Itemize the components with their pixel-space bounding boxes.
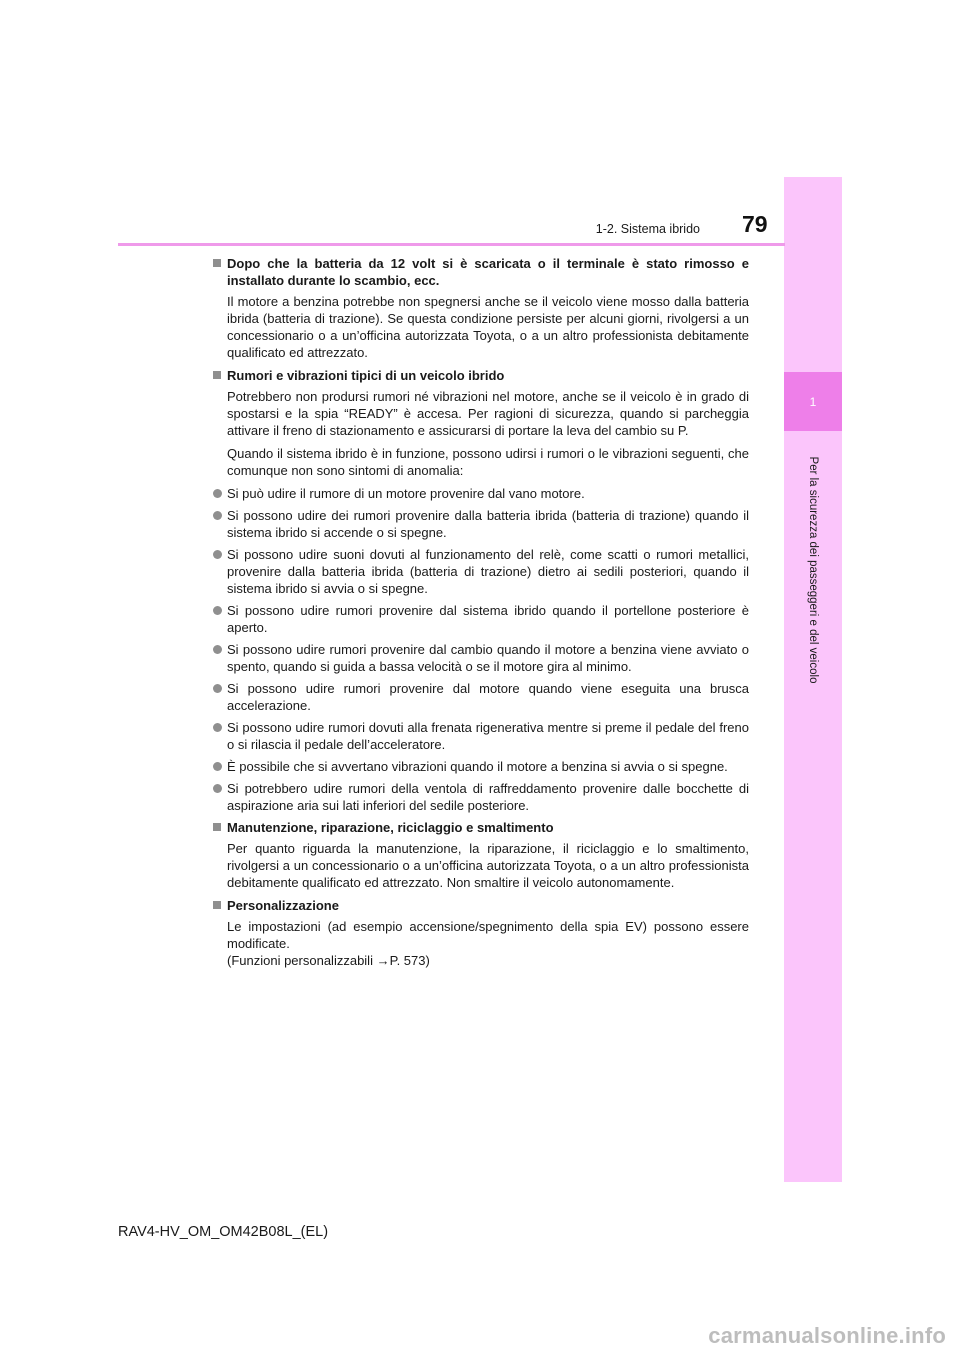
section-title: 1-2. Sistema ibrido: [595, 222, 700, 236]
list-item: [212, 507, 749, 541]
paragraph: Quando il sistema ibrido è in funzione, possono udirsi i rumori o le vibrazioni seguenti, che comunque non sono sintomi di anomalia:: [227, 446, 749, 478]
page-number: 79: [742, 211, 768, 237]
section-heading-text: Rumori e vibrazioni tipici di un veicolo ibrido: [227, 368, 505, 383]
section-heading-text: Personalizzazione: [227, 898, 339, 913]
circle-bullet-icon: [213, 762, 222, 771]
list-item: [212, 602, 749, 636]
list-item-text: Si potrebbero udire rumori della ventola di raffreddamento provenire dalle bocchette di aspirazione aria sui lati inferiori del sedile posteriore.: [227, 781, 749, 813]
list-item: [212, 546, 749, 597]
paragraph: Il motore a benzina potrebbe non spegnersi anche se il veicolo viene mosso dalla batteria ibrida (batteria di trazione). Se questa condizione persiste per alcuni giorni, rivolgersi a un concessionario o a un’officina autorizzata Toyota, o a un altro professionista debitamente qualificato ed attrezzato.: [227, 294, 749, 360]
page-reference: (Funzioni personalizzabili →P. 573): [227, 953, 430, 968]
circle-bullet-icon: [213, 645, 222, 654]
watermark: carmanualsonline.info: [708, 1323, 946, 1348]
page-content: [212, 255, 749, 975]
circle-bullet-icon: [213, 684, 222, 693]
list-item: [212, 485, 749, 502]
circle-bullet-icon: [213, 723, 222, 732]
paragraph: Potrebbero non prodursi rumori né vibrazioni nel motore, anche se il veicolo è in grado di spostarsi e la spia “READY” è accesa. Per ragioni di sicurezza, quando si parcheggia attivare il freno di stazionamento e assicurarsi di portare la leva del cambio su P.: [227, 389, 749, 438]
list-item-text: Si possono udire rumori dovuti alla frenata rigenerativa mentre si preme il pedale del freno o si rilascia il pedale dell’acceleratore.: [227, 720, 749, 752]
list-item: [212, 780, 749, 814]
list-item-text: Si può udire il rumore di un motore provenire dal vano motore.: [227, 486, 585, 501]
circle-bullet-icon: [213, 489, 222, 498]
circle-bullet-icon: [213, 511, 222, 520]
section-heading: [212, 367, 749, 384]
square-bullet-icon: [213, 371, 221, 379]
section-heading-text: Manutenzione, riparazione, riciclaggio e smaltimento: [227, 820, 554, 835]
list-item-text: È possibile che si avvertano vibrazioni quando il motore a benzina si avvia o si spegne.: [227, 759, 728, 774]
manual-code: RAV4-HV_OM_OM42B08L_(EL): [118, 1224, 329, 1240]
section-12v-battery: [212, 255, 749, 361]
list-item: [212, 641, 749, 675]
paragraph: Le impostazioni (ad esempio accensione/spegnimento della spia EV) possono essere modificate.: [227, 919, 749, 951]
paragraph: Per quanto riguarda la manutenzione, la riparazione, il riciclaggio e lo smaltimento, rivolgersi a un concessionario o a un’officina autorizzata Toyota, o a un altro professionista debitamente qualificato ed attrezzato. Non smaltire il veicolo autonomamente.: [227, 841, 749, 890]
list-item: [212, 680, 749, 714]
section-heading: [212, 897, 749, 914]
section-heading-text: Dopo che la batteria da 12 volt si è scaricata o il terminale è stato rimosso e installato durante lo scambio, ecc.: [227, 256, 749, 288]
chapter-title: Per la sicurezza dei passeggeri e del veicolo: [807, 456, 819, 684]
section-customization: [212, 897, 749, 969]
section-maintenance: [212, 819, 749, 891]
list-item: [212, 758, 749, 775]
square-bullet-icon: [213, 901, 221, 909]
list-item-text: Si possono udire rumori provenire dal sistema ibrido quando il portellone posteriore è aperto.: [227, 603, 749, 635]
circle-bullet-icon: [213, 550, 222, 559]
list-item-text: Si possono udire rumori provenire dal cambio quando il motore a benzina viene avviato o spento, quando si guida a bassa velocità o se il motore gira al minimo.: [227, 642, 749, 674]
header-rule: [118, 243, 785, 246]
section-heading: [212, 819, 749, 836]
circle-bullet-icon: [213, 784, 222, 793]
section-heading: [212, 255, 749, 289]
chapter-number-badge: [784, 372, 842, 431]
list-item: [212, 719, 749, 753]
list-item-text: Si possono udire rumori provenire dal motore quando viene eseguita una brusca accelerazione.: [227, 681, 749, 713]
chapter-number: 1: [809, 394, 817, 409]
circle-bullet-icon: [213, 606, 222, 615]
list-item-text: Si possono udire suoni dovuti al funzionamento del relè, come scatti o rumori metallici, provenire dalla batteria ibrida (batteria di trazione) dietro ai sedili posteriori, quando il sistema ibrido si avvia o si spegne.: [227, 547, 749, 596]
square-bullet-icon: [213, 823, 221, 831]
list-item-text: Si possono udire dei rumori provenire dalla batteria ibrida (batteria di trazione) quando il sistema ibrido si accende o si spegne.: [227, 508, 749, 540]
section-noise-vibration: [212, 367, 749, 814]
square-bullet-icon: [213, 259, 221, 267]
